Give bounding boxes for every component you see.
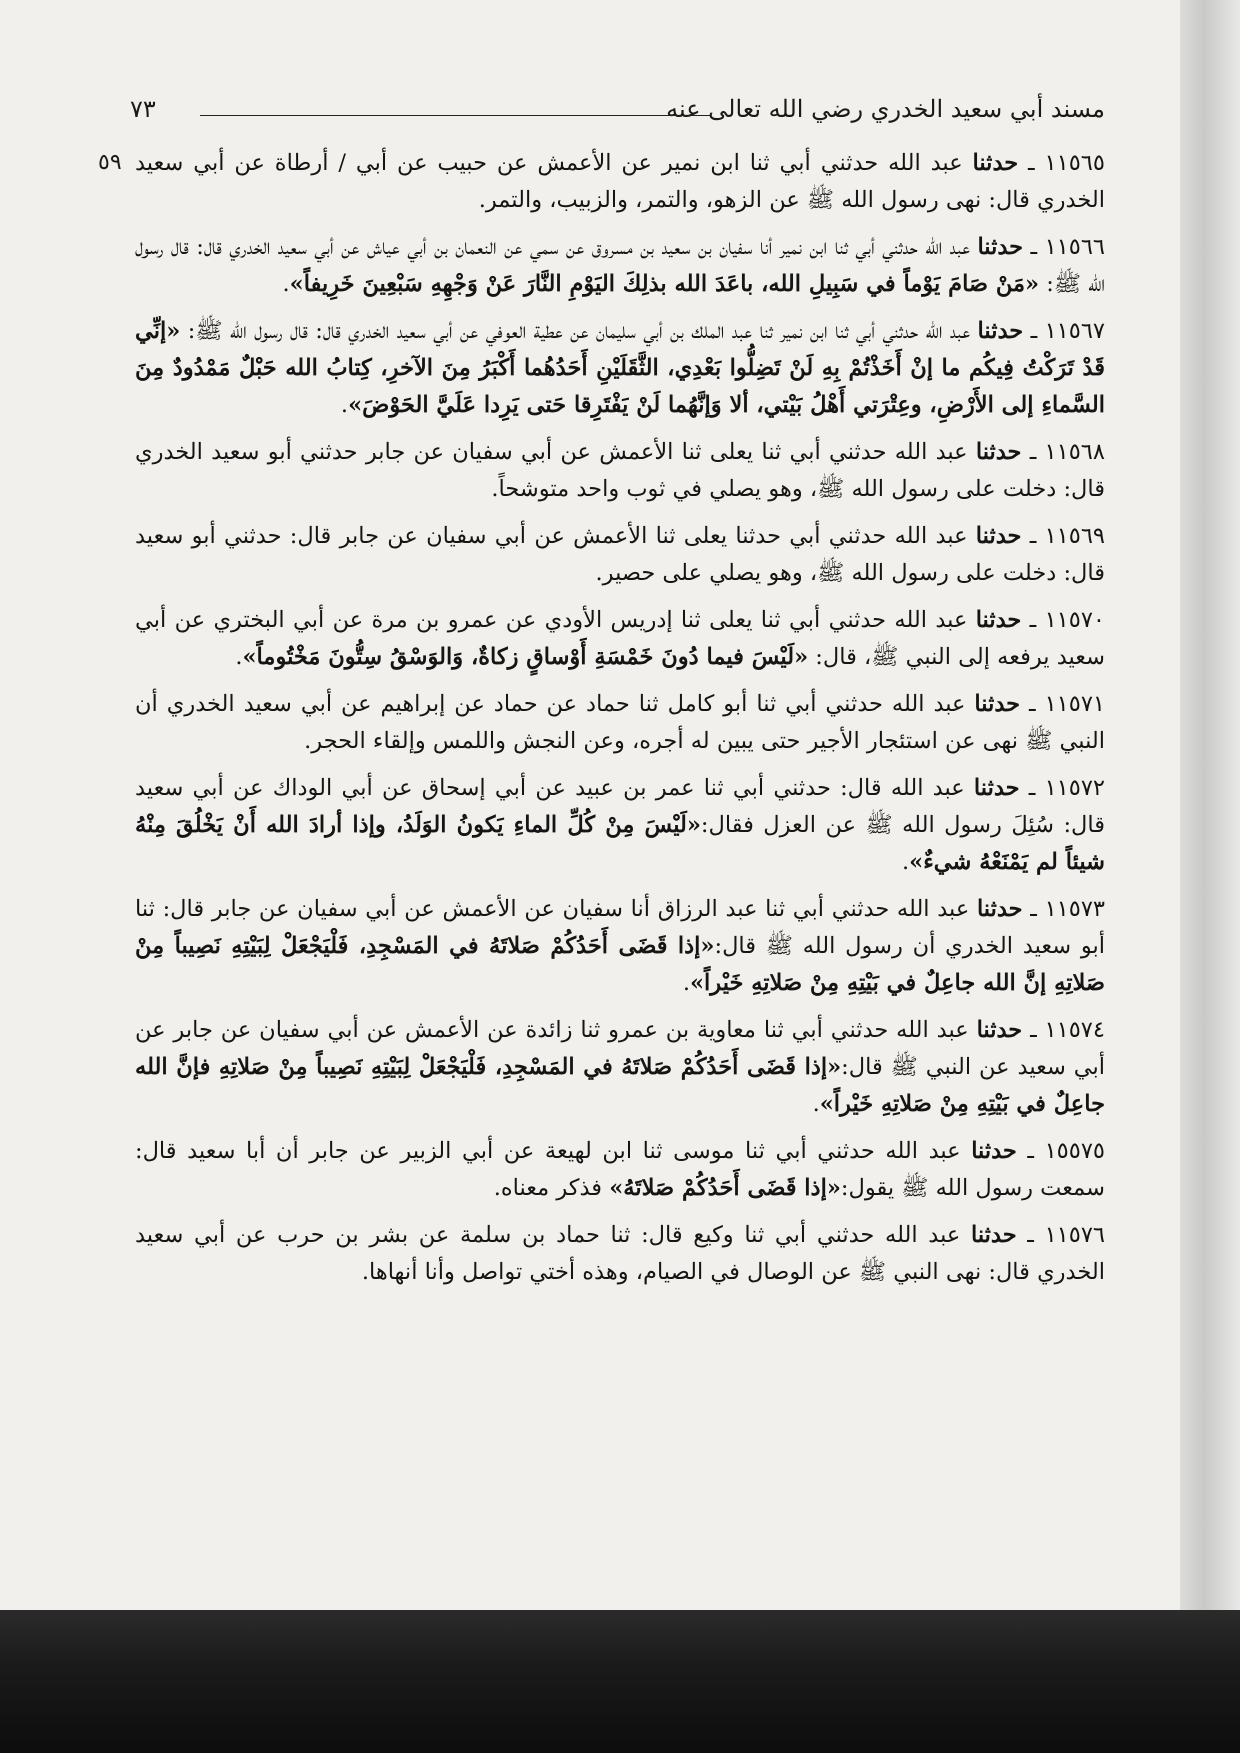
haddathana-marker: حدثنا	[977, 234, 1024, 260]
hadith-number: ١١٥٦٦	[1044, 234, 1105, 260]
hadith-entry: ١٥٥٧٥ ـ حدثنا عبد الله حدثني أبي ثنا موسى ثنا ابن لهيعة عن أبي الزبير عن جابر أن أبا سعيد قال: سمعت رسول الله ﷺ يقول:«إذا قَضَى أَحَدُكُمْ صَلاتَهُ» فذكر معناه.	[135, 1138, 1105, 1201]
page-edge-shadow	[1180, 0, 1240, 1610]
hadith-quote: «إذا قَضَى أَحَدُكُمْ صَلاتَهُ في المَسْجِدِ، فَلْيَجْعَلْ لِبَيْتِهِ نَصِيباً مِنْ صَلاتِهِ فإنَّ الله جاعِلٌ في بَيْتِهِ مِنْ صَلاتِهِ خَيْراً»	[135, 1054, 1105, 1117]
hadith-entry: ١١٥٦٥ ـ حدثنا عبد الله حدثني أبي ثنا ابن نمير عن الأعمش عن حبيب عن أبي / أرطاة عن أبي سعيد الخدري قال: نهى رسول الله ﷺ عن الزهو، والتمر، والزبيب، والتمر.	[135, 150, 1105, 213]
haddathana-marker: حدثنا	[972, 150, 1019, 176]
hadith-number: ١١٥٧٤	[1044, 1017, 1105, 1043]
hadith-entry: ١١٥٧٠ ـ حدثنا عبد الله حدثني أبي ثنا يعلى ثنا إدريس الأودي عن عمرو بن مرة عن أبي البختري عن أبي سعيد يرفعه إلى النبي ﷺ، قال: «لَيْسَ فيما دُونَ خَمْسَةِ أَوْساقٍ زكاةٌ، وَالوَسْقُ سِتُّونَ مَخْتُوماً».	[135, 607, 1106, 670]
hadith-tail: .	[235, 644, 243, 670]
hadith-isnad-text: عبد الله قال: حدثني أبي ثنا عمر بن عبيد عن أبي إسحاق عن أبي الوداك عن أبي سعيد قال: سُئِلَ رسول الله ﷺ عن العزل فقال:	[135, 775, 1105, 838]
hadith-number: ١١٥٦٥	[1044, 150, 1105, 176]
hadith-entry: ١١٥٧٣ ـ حدثنا عبد الله حدثني أبي ثنا عبد الرزاق أنا سفيان عن الأعمش عن أبي سفيان عن جابر قال: ثنا أبو سعيد الخدري أن رسول الله ﷺ قال:«إذا قَضَى أَحَدُكُمْ صَلاتَهُ في المَسْجِدِ، فَلْيَجْعَلْ لِبَيْتِهِ نَصِيباً مِنْ صَلاتِهِ إنَّ الله جاعِلٌ في بَيْتِهِ مِنْ صَلاتِهِ خَيْراً».	[135, 896, 1106, 996]
hadith-number: ١١٥٦٨	[1044, 439, 1105, 465]
hadith-quote: «إذا قَضَى أَحَدُكُمْ صَلاتَهُ في المَسْجِدِ، فَلْيَجْعَلْ لِبَيْتِهِ نَصِيباً مِنْ صَلاتِهِ إنَّ الله جاعِلٌ في بَيْتِهِ مِنْ صَلاتِهِ خَيْراً»	[135, 933, 1105, 996]
hadith-entry: ١١٥٧٤ ـ حدثنا عبد الله حدثني أبي ثنا معاوية بن عمرو ثنا زائدة عن الأعمش عن أبي سفيان عن جابر عن أبي سعيد عن النبي ﷺ قال:«إذا قَضَى أَحَدُكُمْ صَلاتَهُ في المَسْجِدِ، فَلْيَجْعَلْ لِبَيْتِهِ نَصِيباً مِنْ صَلاتِهِ فإنَّ الله جاعِلٌ في بَيْتِهِ مِنْ صَلاتِهِ خَيْراً».	[135, 1017, 1105, 1117]
hadith-entry: ١١٥٧٢ ـ حدثنا عبد الله قال: حدثني أبي ثنا عمر بن عبيد عن أبي إسحاق عن أبي الوداك عن أبي سعيد قال: سُئِلَ رسول الله ﷺ عن العزل فقال:«لَيْسَ مِنْ كُلِّ الماءِ يَكونُ الوَلَدُ، وإذا أرادَ الله أَنْ يَخْلُقَ مِنْهُ شيئاً لم يَمْنَعْهُ شيءٌ».	[135, 775, 1106, 875]
hadith-tail: .	[682, 970, 690, 996]
hadith-tail: .	[902, 849, 910, 875]
page-number: ٧٣	[130, 95, 156, 123]
hadith-number: ١١٥٦٧	[1044, 318, 1105, 344]
hadith-quote: «إذا قَضَى أَحَدُكُمْ صَلاتَهُ»	[609, 1175, 841, 1201]
haddathana-marker: حدثنا	[971, 1222, 1017, 1248]
haddathana-marker: حدثنا	[973, 775, 1020, 801]
hadith-quote: «مَنْ صَامَ يَوْماً في سَبِيلِ الله، باعَدَ الله بذلِكَ اليَوْمِ النَّارَ عَنْ وَجْهِهِ سَبْعِينَ خَرِيفاً»	[289, 271, 1040, 297]
hadith-tail: .	[340, 392, 349, 418]
hadith-entry: ١١٥٧٦ ـ حدثنا عبد الله حدثني أبي ثنا وكيع قال: ثنا حماد بن سلمة عن بشر بن حرب عن أبي سعيد الخدري قال: نهى النبي ﷺ عن الوصال في الصيام، وهذه أختي تواصل وأنا أنهاها.	[135, 1222, 1106, 1285]
hadith-isnad-text: عبد الله حدثني أبي ثنا يعلى ثنا الأعمش عن أبي سفيان عن جابر حدثني أبو سعيد الخدري قال: دخلت على رسول الله ﷺ، وهو يصلي في ثوب واحد متوشحاً.	[135, 439, 1105, 502]
haddathana-marker: حدثنا	[971, 1138, 1017, 1164]
hadith-quote: «لَيْسَ فيما دُونَ خَمْسَةِ أَوْساقٍ زكاةٌ، وَالوَسْقُ سِتُّونَ مَخْتُوماً»	[242, 644, 809, 670]
hadith-isnad-text: عبد الله حدثني أبي ثنا وكيع قال: ثنا حماد بن سلمة عن بشر بن حرب عن أبي سعيد الخدري قال: نهى النبي ﷺ عن الوصال في الصيام، وهذه أختي تواصل وأنا أنهاها.	[135, 1222, 1105, 1285]
hadith-list	[135, 145, 1105, 1301]
hadith-tail: .	[282, 271, 290, 297]
hadith-isnad-text: عبد الله حدثني أبي حدثنا يعلى ثنا الأعمش عن أبي سفيان عن جابر قال: حدثني أبو سعيد قال: دخلت على رسول الله ﷺ، وهو يصلي على حصير.	[135, 523, 1105, 586]
hadith-tail: .	[812, 1091, 820, 1117]
haddathana-marker: حدثنا	[976, 1017, 1023, 1043]
header-rule	[200, 115, 710, 116]
hadith-isnad-text: عبد الله حدثني أبي ثنا ابن نمير أنا سفيان بن سعيد بن مسروق عن سمي عن النعمان بن أبي عياش عن أبي سعيد الخدري قال: قال رسول الله ﷺ:	[135, 234, 1105, 297]
haddathana-marker: حدثنا	[977, 318, 1024, 344]
hadith-number: ١١٥٧٦	[1044, 1222, 1106, 1248]
hadith-isnad-text: عبد الله حدثني أبي ثنا أبو كامل ثنا حماد عن حماد عن إبراهيم عن أبي سعيد الخدري أن النبي ﷺ نهى عن استئجار الأجير حتى يبين له أجره، وعن النجش واللمس وإلقاء الحجر.	[135, 691, 1105, 754]
hadith-entry: ١١٥٦٩ ـ حدثنا عبد الله حدثني أبي حدثنا يعلى ثنا الأعمش عن أبي سفيان عن جابر قال: حدثني أبو سعيد قال: دخلت على رسول الله ﷺ، وهو يصلي على حصير.	[135, 523, 1106, 586]
hadith-quote: «إنِّي قَدْ تَرَكْتُ فِيكُم ما إنْ أَخَذْتُمْ بِهِ لَنْ تَضِلُّوا بَعْدِي، الثَّقَلَيْنِ أَحَدُهُما أَكْبَرُ مِنَ الآخرِ، كِتابُ الله حَبْلٌ مَمْدُودٌ مِنَ السَّماءِ إلى الأَرْضِ، وعِتْرَتي أَهْلُ بَيْتي، ألا وَإنَّهُما لَنْ يَفْتَرِقا حَتى يَرِدا عَلَيَّ الحَوْضَ»	[135, 318, 1105, 418]
hadith-isnad-text: عبد الله حدثني أبي ثنا ابن نمير ثنا عبد الملك بن أبي سليمان عن عطية العوفي عن أبي سعيد الخدري قال: قال رسول الله ﷺ:	[187, 318, 971, 344]
hadith-isnad-text: عبد الله حدثني أبي ثنا ابن نمير عن الأعمش عن حبيب عن أبي / أرطاة عن أبي سعيد الخدري قال: نهى رسول الله ﷺ عن الزهو، والتمر، والزبيب، والتمر.	[135, 150, 1105, 213]
hadith-entry: ١١٥٧١ ـ حدثنا عبد الله حدثني أبي ثنا أبو كامل ثنا حماد عن حماد عن إبراهيم عن أبي سعيد الخدري أن النبي ﷺ نهى عن استئجار الأجير حتى يبين له أجره، وعن النجش واللمس وإلقاء الحجر.	[135, 691, 1105, 754]
hadith-isnad-text: عبد الله حدثني أبي ثنا عبد الرزاق أنا سفيان عن الأعمش عن أبي سفيان عن جابر قال: ثنا أبو سعيد الخدري أن رسول الله ﷺ قال:	[135, 896, 1106, 959]
hadith-entry: ١١٥٦٨ ـ حدثنا عبد الله حدثني أبي ثنا يعلى ثنا الأعمش عن أبي سفيان عن جابر حدثني أبو سعيد الخدري قال: دخلت على رسول الله ﷺ، وهو يصلي في ثوب واحد متوشحاً.	[135, 439, 1105, 502]
hadith-isnad-text: عبد الله حدثني أبي ثنا يعلى ثنا إدريس الأودي عن عمرو بن مرة عن أبي البختري عن أبي سعيد يرفعه إلى النبي ﷺ، قال:	[135, 607, 1105, 670]
haddathana-marker: حدثنا	[975, 607, 1022, 633]
hadith-number: ١٥٥٧٥	[1044, 1138, 1105, 1164]
hadith-number: ١١٥٧٠	[1044, 607, 1106, 633]
running-header	[130, 95, 1105, 129]
hadith-number: ١١٥٧٢	[1044, 775, 1106, 801]
hadith-quote: «لَيْسَ مِنْ كُلِّ الماءِ يَكونُ الوَلَدُ، وإذا أرادَ الله أَنْ يَخْلُقَ مِنْهُ شيئاً لم يَمْنَعْهُ شيءٌ»	[135, 812, 1105, 875]
hadith-entry: ١١٥٦٦ ـ حدثنا عبد الله حدثني أبي ثنا ابن نمير أنا سفيان بن سعيد بن مسروق عن سمي عن النعمان بن أبي عياش عن أبي سعيد الخدري قال: قال رسول الله ﷺ: «مَنْ صَامَ يَوْماً في سَبِيلِ الله، باعَدَ الله بذلِكَ اليَوْمِ النَّارَ عَنْ وَجْهِهِ سَبْعِينَ خَرِيفاً».	[135, 234, 1105, 297]
header-title: مسند أبي سعيد الخدري رضي الله تعالى عنه	[666, 95, 1105, 123]
haddathana-marker: حدثنا	[976, 896, 1023, 922]
hadith-isnad-text: عبد الله حدثني أبي ثنا موسى ثنا ابن لهيعة عن أبي الزبير عن جابر أن أبا سعيد قال: سمعت رسول الله ﷺ يقول:	[135, 1138, 1105, 1201]
scan-bottom-shadow	[0, 1610, 1240, 1753]
hadith-entry: ١١٥٦٧ ـ حدثنا عبد الله حدثني أبي ثنا ابن نمير ثنا عبد الملك بن أبي سليمان عن عطية العوفي عن أبي سعيد الخدري قال: قال رسول الله ﷺ: «إنِّي قَدْ تَرَكْتُ فِيكُم ما إنْ أَخَذْتُمْ بِهِ لَنْ تَضِلُّوا بَعْدِي، الثَّقَلَيْنِ أَحَدُهُما أَكْبَرُ مِنَ الآخرِ، كِتابُ الله حَبْلٌ مَمْدُودٌ مِنَ السَّماءِ إلى الأَرْضِ، وعِتْرَتي أَهْلُ بَيْتي، ألا وَإنَّهُما لَنْ يَفْتَرِقا حَتى يَرِدا عَلَيَّ الحَوْضَ».	[135, 318, 1105, 418]
hadith-isnad-text: عبد الله حدثني أبي ثنا معاوية بن عمرو ثنا زائدة عن الأعمش عن أبي سفيان عن جابر عن أبي سعيد عن النبي ﷺ قال:	[135, 1017, 1105, 1080]
hadith-number: ١١٥٧٣	[1044, 896, 1105, 922]
haddathana-marker: حدثنا	[975, 523, 1022, 549]
hadith-number: ١١٥٦٩	[1044, 523, 1106, 549]
hadith-number: ١١٥٧١	[1044, 691, 1105, 717]
haddathana-marker: حدثنا	[975, 439, 1022, 465]
hadith-tail: فذكر معناه.	[493, 1175, 610, 1201]
haddathana-marker: حدثنا	[974, 691, 1021, 717]
margin-volume-page-number: ٥٩	[98, 150, 122, 175]
